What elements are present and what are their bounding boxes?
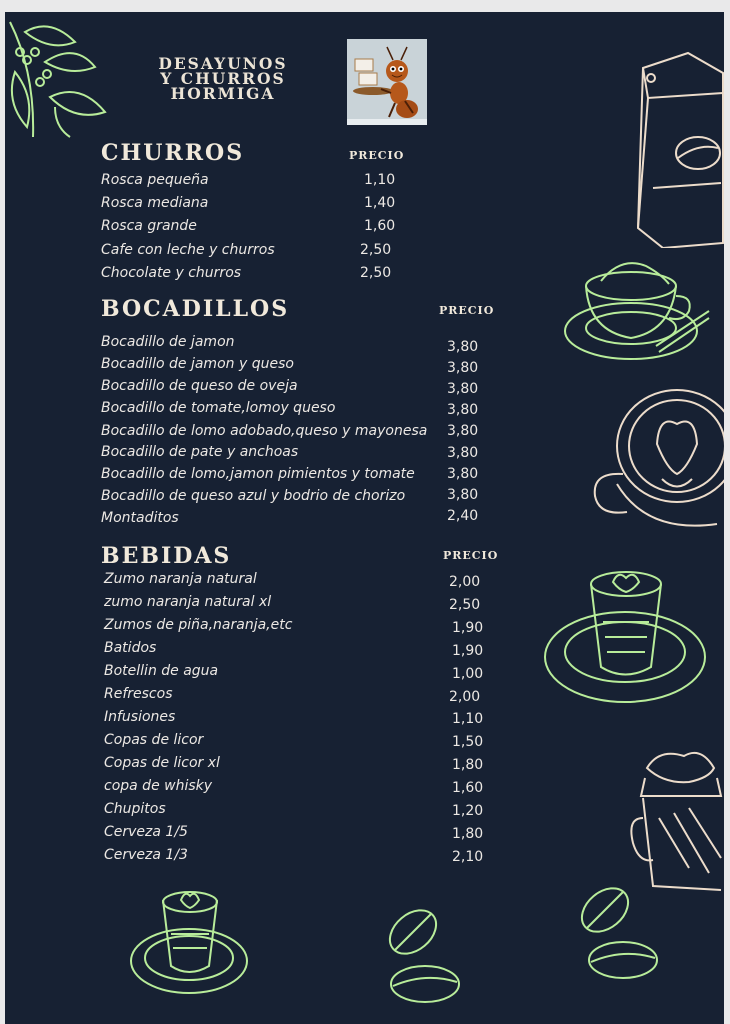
item-price: 1,10: [452, 711, 484, 727]
item-name: Chocolate y churros: [101, 265, 242, 281]
section-title-bocadillos: BOCADILLOS: [101, 296, 290, 322]
item-name: zumo naranja natural xl: [104, 594, 272, 610]
item-name: Rosca grande: [101, 218, 197, 234]
item-name: Bocadillo de queso de oveja: [101, 378, 298, 394]
coffee-leaf-icon: [5, 12, 115, 142]
latte-cup-icon: [587, 384, 724, 534]
brand-line: DESAYUNOS: [158, 54, 288, 73]
item-price: 1,20: [452, 803, 484, 819]
item-name: Bocadillo de queso azul y bodrio de chorizo: [101, 488, 406, 504]
item-price: 3,80: [447, 445, 479, 461]
item-name: Refrescos: [104, 686, 173, 702]
coffee-bean-icon: [575, 878, 665, 988]
item-name: Bocadillo de jamon y queso: [101, 356, 294, 372]
item-price: 2,50: [360, 265, 392, 281]
item-name: Cerveza 1/3: [104, 847, 188, 863]
ant-logo-icon: [347, 39, 427, 125]
glass-latte-icon: [129, 886, 249, 998]
item-price: 1,40: [364, 195, 396, 211]
item-name: Bocadillo de lomo adobado,queso y mayonesa: [101, 423, 428, 439]
brand-line: HORMIGA: [170, 84, 276, 103]
section-title-bebidas: BEBIDAS: [101, 543, 232, 569]
item-name: Bocadillo de tomate,lomoy queso: [101, 400, 336, 416]
brand-title: [123, 56, 323, 101]
item-price: 3,80: [447, 339, 479, 355]
item-name: Batidos: [104, 640, 157, 656]
item-price: 2,00: [449, 689, 481, 705]
item-price: 1,10: [364, 172, 396, 188]
item-price: 3,80: [447, 487, 479, 503]
price-header: PRECIO: [443, 549, 499, 562]
item-price: 2,00: [449, 574, 481, 590]
menu-page: [5, 12, 724, 1024]
item-price: 3,80: [447, 360, 479, 376]
item-price: 2,10: [452, 849, 484, 865]
item-name: Cafe con leche y churros: [101, 242, 275, 258]
item-name: Chupitos: [104, 801, 166, 817]
item-name: Rosca mediana: [101, 195, 209, 211]
item-price: 3,80: [447, 466, 479, 482]
item-price: 1,50: [452, 734, 484, 750]
item-name: Bocadillo de pate y anchoas: [101, 444, 299, 460]
coffee-bean-icon: [385, 902, 465, 1014]
item-name: Copas de licor: [104, 732, 204, 748]
item-price: 1,90: [452, 643, 484, 659]
coffee-cup-icon: [561, 256, 711, 366]
coffee-bag-icon: [633, 48, 724, 248]
item-price: 1,60: [364, 218, 396, 234]
glass-latte-icon: [543, 562, 708, 710]
item-name: Bocadillo de jamon: [101, 334, 235, 350]
item-name: Rosca pequeña: [101, 172, 209, 188]
item-price: 1,80: [452, 757, 484, 773]
item-name: Bocadillo de lomo,jamon pimientos y tomate: [101, 466, 415, 482]
item-price: 3,80: [447, 423, 479, 439]
item-price: 2,50: [360, 242, 392, 258]
item-name: Copas de licor xl: [104, 755, 220, 771]
item-name: Botellin de agua: [104, 663, 219, 679]
item-name: Montaditos: [101, 510, 179, 526]
item-price: 1,60: [452, 780, 484, 796]
price-header: PRECIO: [349, 149, 405, 162]
item-price: 2,50: [449, 597, 481, 613]
item-price: 1,00: [452, 666, 484, 682]
item-price: 3,80: [447, 381, 479, 397]
item-name: Zumo naranja natural: [104, 571, 257, 587]
brand-line: Y CHURROS: [160, 69, 286, 88]
item-name: Infusiones: [104, 709, 176, 725]
item-price: 1,80: [452, 826, 484, 842]
item-price: 2,40: [447, 508, 479, 524]
item-name: Zumos de piña,naranja,etc: [104, 617, 293, 633]
item-price: 3,80: [447, 402, 479, 418]
item-price: 1,90: [452, 620, 484, 636]
item-name: copa de whisky: [104, 778, 213, 794]
price-header: PRECIO: [439, 304, 495, 317]
section-title-churros: CHURROS: [101, 140, 245, 166]
item-name: Cerveza 1/5: [104, 824, 188, 840]
mug-icon: [629, 748, 724, 896]
